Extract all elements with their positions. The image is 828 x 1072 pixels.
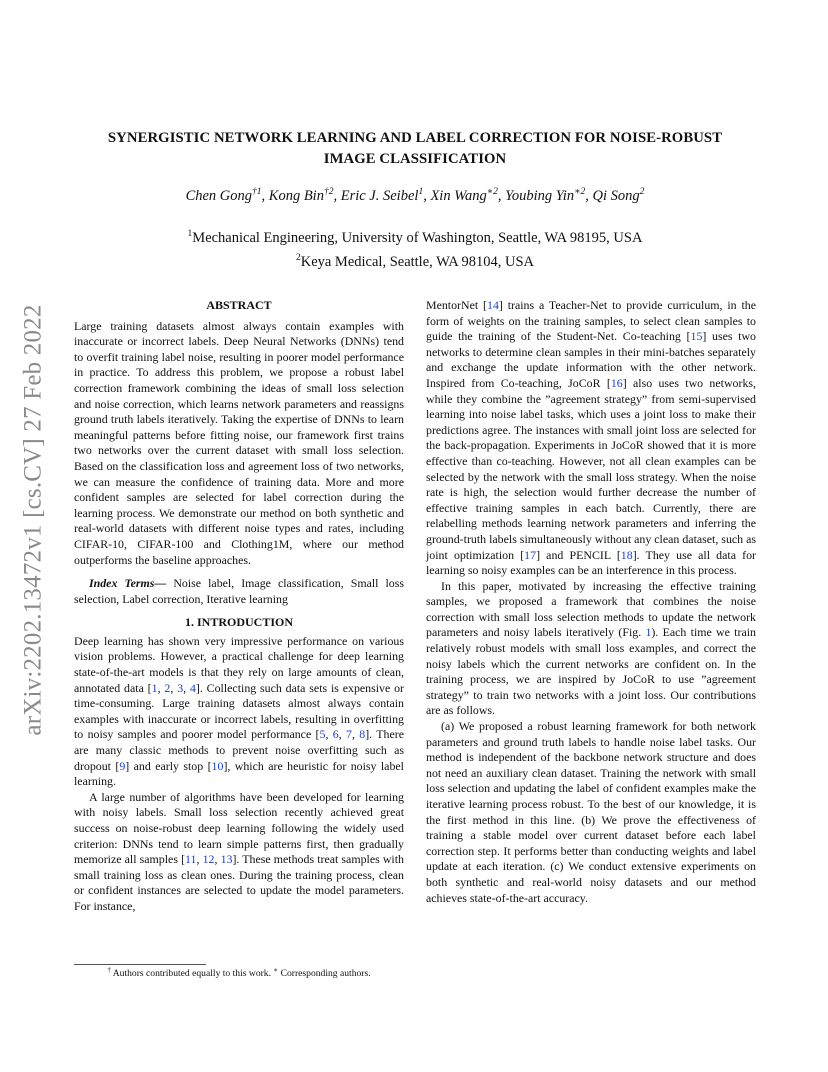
affiliation-text: Keya Medical, Seattle, WA 98104, USA: [300, 253, 535, 270]
star-mark: ∗: [273, 966, 279, 974]
citation-link[interactable]: 14: [487, 298, 499, 312]
citation-link[interactable]: 1: [151, 680, 158, 695]
intro-heading: 1. INTRODUCTION: [184, 615, 293, 630]
author-name: Eric J. Seibel: [340, 187, 419, 204]
arxiv-sidebar-stamp: [14, 260, 54, 780]
citation-link[interactable]: 17: [524, 547, 537, 562]
intro-paragraph-4: In this paper, motivated by increasing the effective training samples, we proposed a framework that combines the noise correction with small loss selection methods to update the network parameters and noisy labels iteratively (Fig. 1). Each time we train relatively robust models with small loss examples, and correct the noisy labels which the current networks are confident on. In the training process, we are inspired by JoCoR to use ”agreement strategy” to train two networks with a joint loss. Our contributions are as follows.: [426, 578, 756, 718]
abstract-heading: ABSTRACT: [206, 298, 272, 312]
affiliation-mark: 1: [187, 229, 193, 239]
right-column: [426, 298, 756, 906]
citation-link[interactable]: 2: [164, 680, 171, 695]
affiliation-mark: 2: [295, 252, 301, 263]
author-affiliation-mark: ∗2: [486, 187, 498, 197]
citation-link[interactable]: 16: [610, 375, 623, 390]
citation-link[interactable]: 6: [332, 727, 339, 742]
citation-link[interactable]: 3: [177, 680, 184, 695]
title-line-1: SYNERGISTIC NETWORK LEARNING AND LABEL CORRECTION FOR NOISE-ROBUST: [107, 130, 723, 146]
index-terms-label: Index Terms—: [89, 576, 167, 591]
author-name: Xin Wang: [430, 187, 487, 204]
affiliation-line: [70, 224, 760, 248]
author-name: Qi Song: [592, 187, 640, 204]
citation-link[interactable]: 7: [346, 727, 352, 742]
author-affiliation-mark: †2: [323, 187, 334, 197]
footnote-text-2: Corresponding authors.: [278, 968, 371, 980]
footnote-text-1: Authors contributed equally to this work.: [110, 968, 274, 980]
intro-paragraph-5: (a) We proposed a robust learning framework for both network parameters and ground truth labels to handle noise label tasks. Our method is independent of the backbone network structure and does not need an auxiliary clean dataset. Training the network with small loss selection and updating the label of confident examples make the iterative learning process robust. To the best of our knowledge, it is the first method in this line. (b) We prove the effectiveness of training a stable model over current dataset before each label correction step. It performs better than conducting weights and label update at each iteration. (c) We conduct extensive experiments on both synthetic and real-world noisy datasets and our method achieves state-of-the-art accuracy.: [426, 719, 756, 905]
abstract-text: Large training datasets almost always contain examples with inaccurate or incorrect labels. Deep Neural Networks (DNNs) tend to overfit training label noise, resulting in poorer model performance in practice. To address this problem, we propose a robust label correction framework combining the ideas of small loss selection and noise correction, which learns network parameters and reassigns ground truth labels iteratively. Taking the expertise of DNNs to learn meaningful patterns before fitting noise, our framework first trains two networks over the current dataset with small loss selection. Based on the classification loss and agreement loss of two networks, we can measure the confidence of training data. More and more confident samples are selected for label correction during the learning process. We demonstrate our method on both synthetic and real-world datasets with different noise types and rates, including CIFAR-10, CIFAR-100 and Clothing1M, where our method outperforms the baseline approaches.: [74, 318, 404, 567]
author-affiliation-mark: ∗2: [574, 187, 586, 197]
footnote-rule: [74, 964, 206, 965]
author-affiliation-mark: 1: [418, 187, 424, 197]
author-affiliation-mark: 2: [639, 187, 645, 197]
arxiv-id-text: arXiv:2202.13472v1 [cs.CV] 27 Feb 2022: [20, 304, 48, 736]
citation-link[interactable]: 5: [319, 727, 326, 742]
author-affiliation-mark: †1: [252, 187, 262, 197]
footnote: [74, 966, 404, 979]
author-name: Chen Gong: [185, 187, 253, 204]
index-terms: [74, 576, 404, 607]
intro-paragraph-2: A large number of algorithms have been developed for learning with noisy labels. Small loss selection recently achieved great success on noise-robust deep learning following the widely used criterion: DNNs tend to learn simple patterns first, then gradually memorize all samples [11, 12, 13]. These methods treat samples with small training loss as clean ones. During the training process, clean or confident instances are selected to update the model parameters. For instance,: [74, 789, 404, 913]
intro-paragraph-3: MentorNet [14] trains a Teacher-Net to provide curriculum, in the form of weights on the training samples, to select clean samples to guide the training of the Student-Net. Co-teaching [15] uses two networks to determine clean samples in their mini-batches separately and exchange the update information with the other network. Inspired from Co-teaching, JoCoR [16] also uses two networks, while they combine the ”agreement strategy” from semi-supervised learning into noise label tasks, which uses a joint loss to make their predictions agree. The instances with small joint loss are selected for the back-propagation. Experiments in JoCoR showed that it is more effective than co-teaching. However, not all clean examples can be selected by the network with the small loss strategy. When the noise rate is high, the selection would further decrease the number of effective training samples in each batch. Currently, there are relabelling methods learning network parameters and inferring the ground-truth labels simultaneously without any clean dataset, such as joint optimization [17] and PENCIL [18]. They use all data for learning so noisy examples can be an interference in this process.: [426, 298, 757, 578]
affiliation-list: [70, 224, 760, 272]
citation-link[interactable]: 15: [690, 329, 703, 344]
affiliation-text: Mechanical Engineering, University of Washington, Seattle, WA 98195, USA: [192, 229, 643, 246]
left-column: [74, 298, 404, 915]
citation-link[interactable]: 1: [645, 625, 652, 640]
author-name: Youbing Yin: [505, 187, 575, 204]
paper-title: [70, 128, 760, 170]
citation-link[interactable]: 8: [359, 727, 366, 742]
author-name: Kong Bin: [268, 187, 324, 204]
index-terms-text: Noise label, Image classification, Small loss selection, Label correction, Iterative learning: [74, 576, 404, 606]
citation-link[interactable]: 12: [202, 852, 215, 867]
intro-paragraph-1: Deep learning has shown very impressive performance on various vision problems. However, a practical challenge for deep learning state-of-the-art models is that they rely on large amounts of clean, annotated data [1, 2, 3, 4]. Collecting such data sets is expensive or time-consuming. Large training datasets almost always contain examples with inaccurate or incorrect labels, resulting in overfitting to noisy samples and poorer model performance [5, 6, 7, 8]. There are many classic methods to prevent noise overfitting such as dropout [9] and early stop [10], which are heuristic for noisy label learning.: [74, 633, 404, 789]
citation-link[interactable]: 11: [185, 852, 197, 867]
citation-link[interactable]: 10: [211, 758, 224, 773]
citation-link[interactable]: 4: [189, 680, 196, 695]
citation-link[interactable]: 18: [620, 547, 633, 562]
citation-link[interactable]: 13: [220, 852, 233, 867]
citation-link[interactable]: 9: [119, 758, 126, 773]
dagger-mark: †: [107, 966, 111, 974]
title-line-2: IMAGE CLASSIFICATION: [323, 151, 507, 167]
affiliation-line: [70, 248, 760, 272]
author-list: Chen Gong$^{\dagger 1}$, Kong Bin$^{\dagger 2}$, Eric J. Seibel$^1$, Xin Wang$^{∗2}$, Youbing Yin$^{∗2}$, Qi Song$^2$: [185, 187, 645, 204]
